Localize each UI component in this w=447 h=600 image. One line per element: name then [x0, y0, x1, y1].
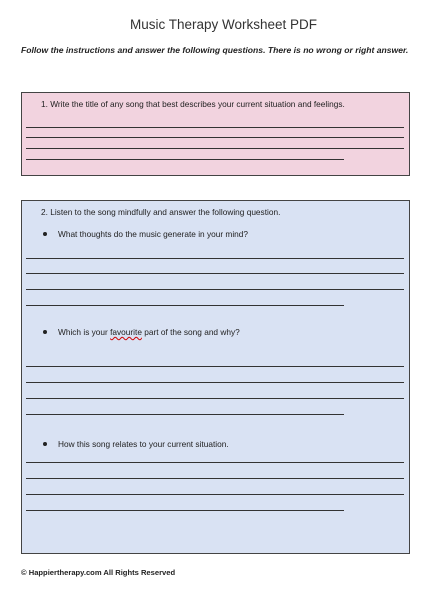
question-1-text: 1. Write the title of any song that best describes your current situation and feelings.: [41, 99, 345, 109]
answer-line[interactable]: [26, 148, 404, 149]
answer-line[interactable]: [26, 273, 404, 274]
answer-line[interactable]: [26, 510, 344, 511]
answer-line[interactable]: [26, 159, 344, 160]
bullet-3-text: How this song relates to your current situation.: [58, 439, 229, 449]
answer-line[interactable]: [26, 366, 404, 367]
bullet-item: [43, 229, 248, 239]
bullet-item: [43, 439, 229, 449]
answer-line[interactable]: [26, 289, 404, 290]
answer-line[interactable]: [26, 382, 404, 383]
bullet-2-text-end: part of the song and why?: [141, 327, 240, 337]
question-2-box: [21, 200, 410, 554]
answer-line[interactable]: [26, 398, 404, 399]
bullet-dot-icon: [43, 330, 47, 334]
bullet-2-text-start: Which is your: [58, 327, 111, 337]
bullet-dot-icon: [43, 442, 47, 446]
answer-line[interactable]: [26, 478, 404, 479]
answer-line[interactable]: [26, 127, 404, 128]
answer-line[interactable]: [26, 494, 404, 495]
bullet-1-text: What thoughts do the music generate in your mind?: [58, 229, 249, 239]
bullet-item: [43, 327, 240, 337]
answer-line[interactable]: [26, 258, 404, 259]
answer-line[interactable]: [26, 462, 404, 463]
copyright-footer: © Happiertherapy.com All Rights Reserved: [21, 568, 176, 577]
answer-line[interactable]: [26, 305, 344, 306]
answer-line[interactable]: [26, 414, 344, 415]
answer-line[interactable]: [26, 137, 404, 138]
instructions-text: Follow the instructions and answer the following questions. There is no wrong or right answer.: [21, 45, 409, 55]
question-2-text: 2. Listen to the song mindfully and answer the following question.: [41, 207, 281, 217]
misspelled-word: favourite: [110, 327, 142, 337]
bullet-dot-icon: [43, 232, 47, 236]
question-1-box: [21, 92, 410, 176]
page-title: Music Therapy Worksheet PDF: [129, 17, 318, 32]
